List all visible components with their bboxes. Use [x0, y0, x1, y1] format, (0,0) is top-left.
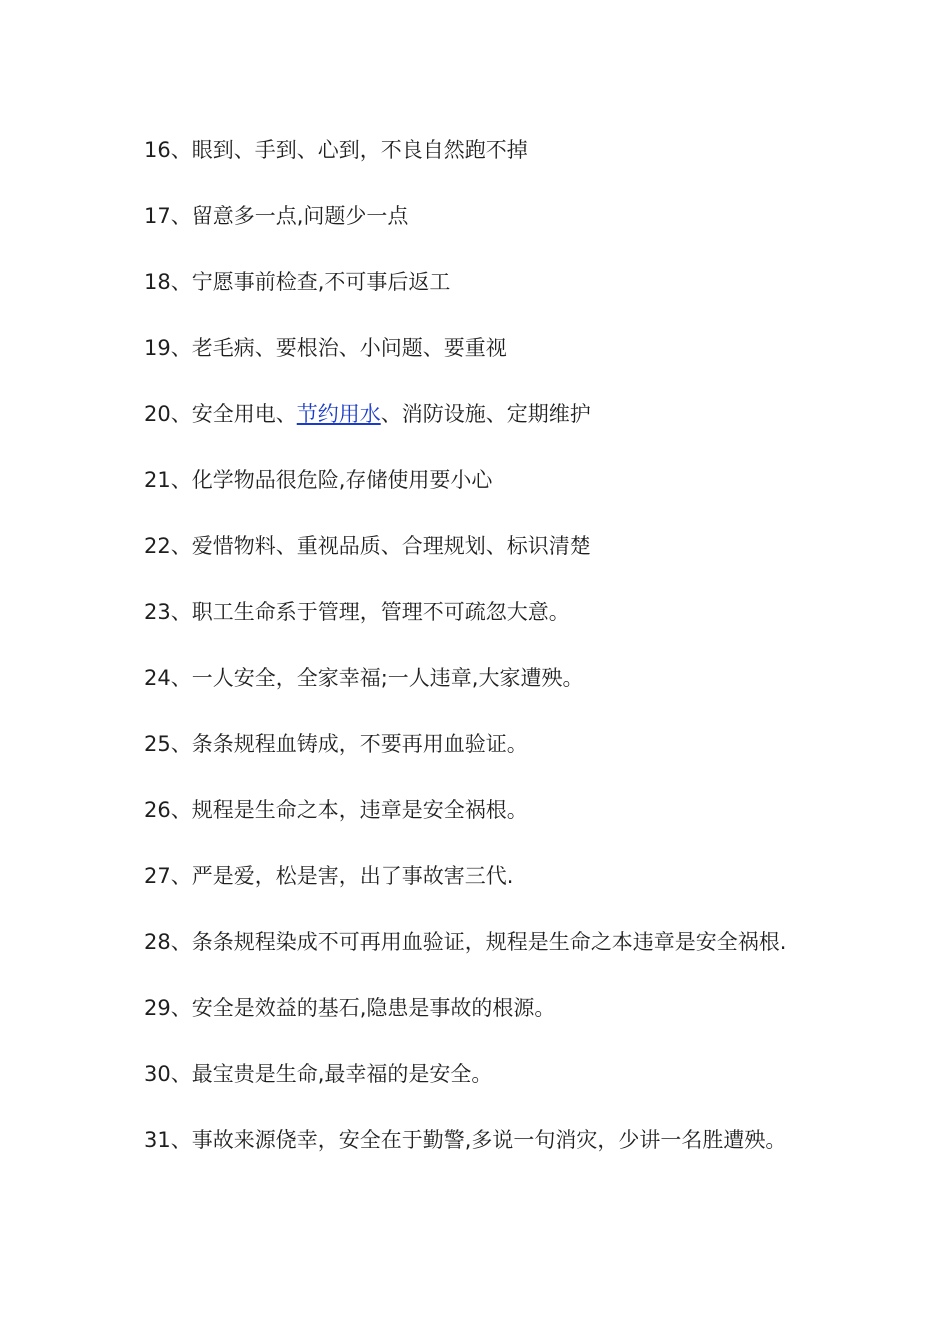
- list-item: [144, 126, 824, 192]
- list-item: [144, 192, 824, 258]
- item-text: 一人安全，全家幸福;一人违章,大家遭殃。: [191, 666, 584, 690]
- item-text: 留意多一点,问题少一点: [191, 204, 409, 228]
- item-number: 18、: [144, 270, 192, 294]
- item-text: 职工生命系于管理，管理不可疏忽大意。: [191, 600, 570, 624]
- item-text: 老毛病、要根治、小问题、要重视: [191, 336, 507, 360]
- list-item: [144, 786, 824, 852]
- list-item: [144, 852, 824, 918]
- list-item: [144, 720, 824, 786]
- item-number: 29、: [144, 996, 192, 1020]
- list-item: [144, 258, 824, 324]
- list-item: [144, 390, 824, 456]
- item-text: 宁愿事前检查,不可事后返工: [191, 270, 451, 294]
- list-item: [144, 324, 824, 390]
- item-text-before: 安全用电、: [191, 402, 297, 426]
- item-number: 20、: [144, 402, 192, 426]
- list-item: [144, 456, 824, 522]
- item-number: 28、: [144, 930, 192, 954]
- item-text: 事故来源侥幸，安全在于勤警,多说一句消灾，少讲一名胜遭殃。: [191, 1128, 787, 1152]
- item-text: 规程是生命之本，违章是安全祸根。: [191, 798, 528, 822]
- item-text: 条条规程血铸成，不要再用血验证。: [191, 732, 528, 756]
- list-item: [144, 1116, 824, 1182]
- water-saving-link[interactable]: 节约用水: [296, 402, 381, 426]
- item-text: 条条规程染成不可再用血验证，规程是生命之本违章是安全祸根.: [191, 930, 787, 954]
- list-item: [144, 588, 824, 654]
- item-number: 17、: [144, 204, 192, 228]
- list-item: [144, 1050, 824, 1116]
- item-text: 安全是效益的基石,隐患是事故的根源。: [191, 996, 556, 1020]
- item-text: 化学物品很危险,存储使用要小心: [191, 468, 493, 492]
- item-number: 22、: [144, 534, 192, 558]
- item-text: 最宝贵是生命,最幸福的是安全。: [191, 1062, 493, 1086]
- item-number: 21、: [144, 468, 192, 492]
- item-number: 23、: [144, 600, 192, 624]
- item-text-after: 、消防设施、定期维护: [380, 402, 591, 426]
- item-number: 27、: [144, 864, 192, 888]
- item-text: 眼到、手到、心到，不良自然跑不掉: [191, 138, 528, 162]
- item-number: 25、: [144, 732, 192, 756]
- item-number: 19、: [144, 336, 192, 360]
- item-number: 30、: [144, 1062, 192, 1086]
- item-number: 31、: [144, 1128, 192, 1152]
- item-text: 爱惜物料、重视品质、合理规划、标识清楚: [191, 534, 591, 558]
- item-number: 16、: [144, 138, 192, 162]
- item-number: 24、: [144, 666, 192, 690]
- list-item: [144, 654, 824, 720]
- list-item: [144, 984, 824, 1050]
- item-number: 26、: [144, 798, 192, 822]
- item-text: 严是爱，松是害，出了事故害三代.: [191, 864, 514, 888]
- document-body: [144, 126, 824, 1182]
- list-item: [144, 522, 824, 588]
- list-item: [144, 918, 824, 984]
